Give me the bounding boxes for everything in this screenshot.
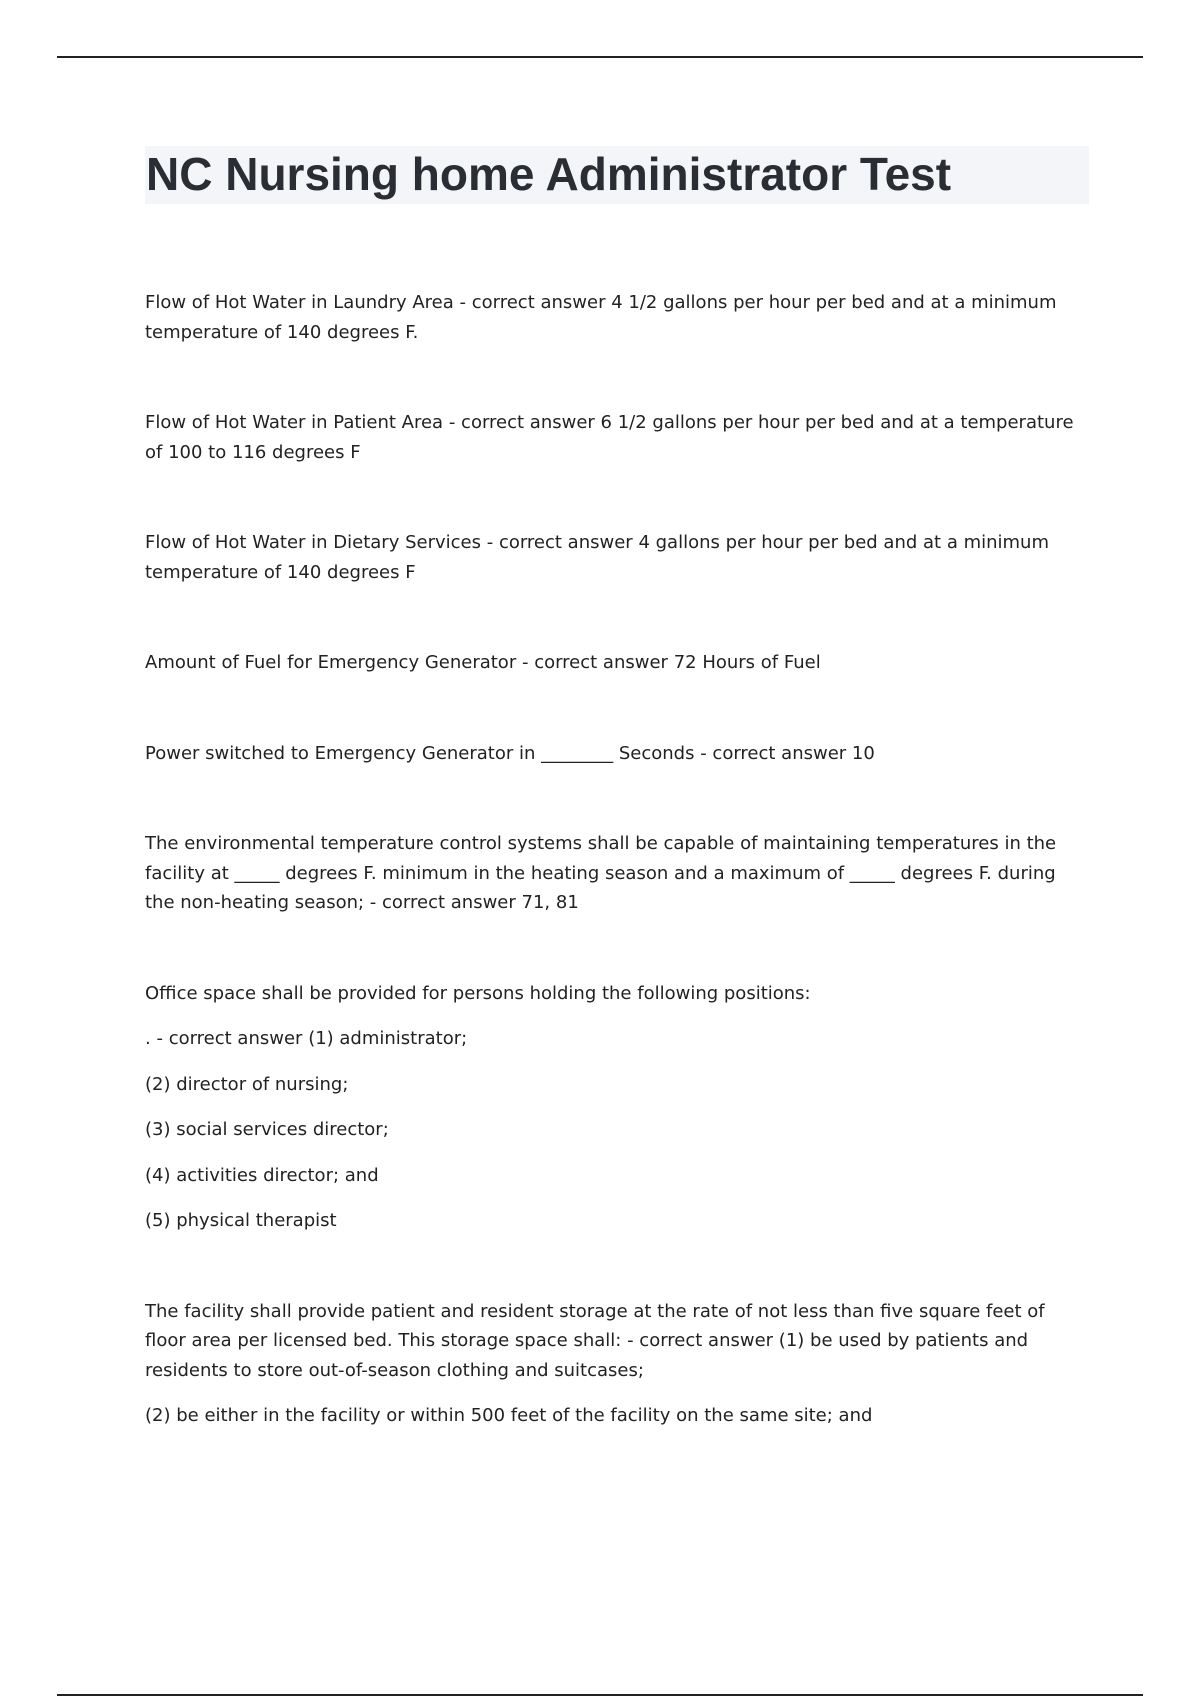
answer-prefix: correct answer [382, 892, 516, 913]
answer-text: 4 gallons per hour per bed and at a minimum temperature of 140 degrees F [145, 532, 1050, 583]
qa-text [145, 408, 1085, 467]
answer-prefix: correct answer [639, 1330, 774, 1351]
answer-line: (2) be either in the facility or within 500 feet of the facility on the same site; and [145, 1405, 873, 1426]
qa-item-generator-fuel [145, 648, 1085, 678]
qa-item-temperature-control [145, 829, 1085, 918]
qa-text [145, 829, 1085, 918]
answer-text: 6 1/2 gallons per hour per bed and at a temperature of 100 to 116 degrees F [145, 412, 1074, 463]
answer-line: (1) administrator; [308, 1028, 468, 1049]
qa-item-dietary-hot-water [145, 528, 1085, 587]
answer-line: (1) be used by patients and residents to store out-of-season clothing and suitcases; [145, 1330, 1029, 1381]
answer-text: 4 1/2 gallons per hour per bed and at a minimum temperature of 140 degrees F. [145, 292, 1057, 343]
qa-item-laundry-hot-water [145, 288, 1085, 347]
answer-line: (5) physical therapist [145, 1210, 337, 1231]
answer-prefix: correct answer [461, 412, 595, 433]
qa-text [145, 288, 1085, 347]
qa-item-resident-storage [145, 1297, 1085, 1431]
answer-line: (2) director of nursing; [145, 1073, 349, 1095]
question-text: Flow of Hot Water in Laundry Area [145, 292, 454, 313]
question-text: Office space shall be provided for persons holding the following positions: [145, 982, 811, 1004]
document-body [145, 288, 1085, 1492]
qa-text [145, 739, 1085, 769]
qa-item-office-space [145, 979, 1085, 1236]
question-text: Flow of Hot Water in Patient Area [145, 412, 444, 433]
page-title: NC Nursing home Administrator Test [146, 148, 952, 200]
question-text: The environmental temperature control systems shall be capable of maintaining temperatures in the facility at _____ degrees F. minimum in the heating season and a maximum of _____ degrees F. during the non-heating season; [145, 833, 1057, 913]
qa-item-patient-hot-water [145, 408, 1085, 467]
answer-text: 72 Hours of Fuel [673, 652, 821, 673]
question-text: The facility shall provide patient and resident storage at the rate of not less than five square feet of floor area per licensed bed. This storage space shall: [145, 1300, 1045, 1351]
question-text: Amount of Fuel for Emergency Generator [145, 652, 517, 673]
qa-text [145, 648, 1085, 678]
qa-item-generator-switch [145, 739, 1085, 769]
answer-prefix: correct answer [712, 742, 847, 764]
qa-text [145, 1024, 1085, 1054]
question-text-tail: . [145, 1028, 151, 1049]
answer-prefix: correct answer [471, 292, 606, 313]
top-rule [57, 56, 1143, 58]
answer-text: 10 [851, 742, 875, 764]
bottom-rule [57, 1694, 1143, 1696]
qa-text [145, 528, 1085, 587]
question-text: Flow of Hot Water in Dietary Services [145, 532, 481, 553]
answer-line: (3) social services director; [145, 1119, 389, 1140]
answer-prefix: correct answer [498, 532, 633, 553]
answer-prefix: correct answer [168, 1028, 303, 1049]
answer-prefix: correct answer [534, 652, 668, 673]
qa-text [145, 1297, 1085, 1386]
answer-text: 71, 81 [521, 892, 579, 913]
question-text: Power switched to Emergency Generator in ________ Seconds [145, 742, 695, 764]
answer-line: (4) activities director; and [145, 1164, 379, 1186]
